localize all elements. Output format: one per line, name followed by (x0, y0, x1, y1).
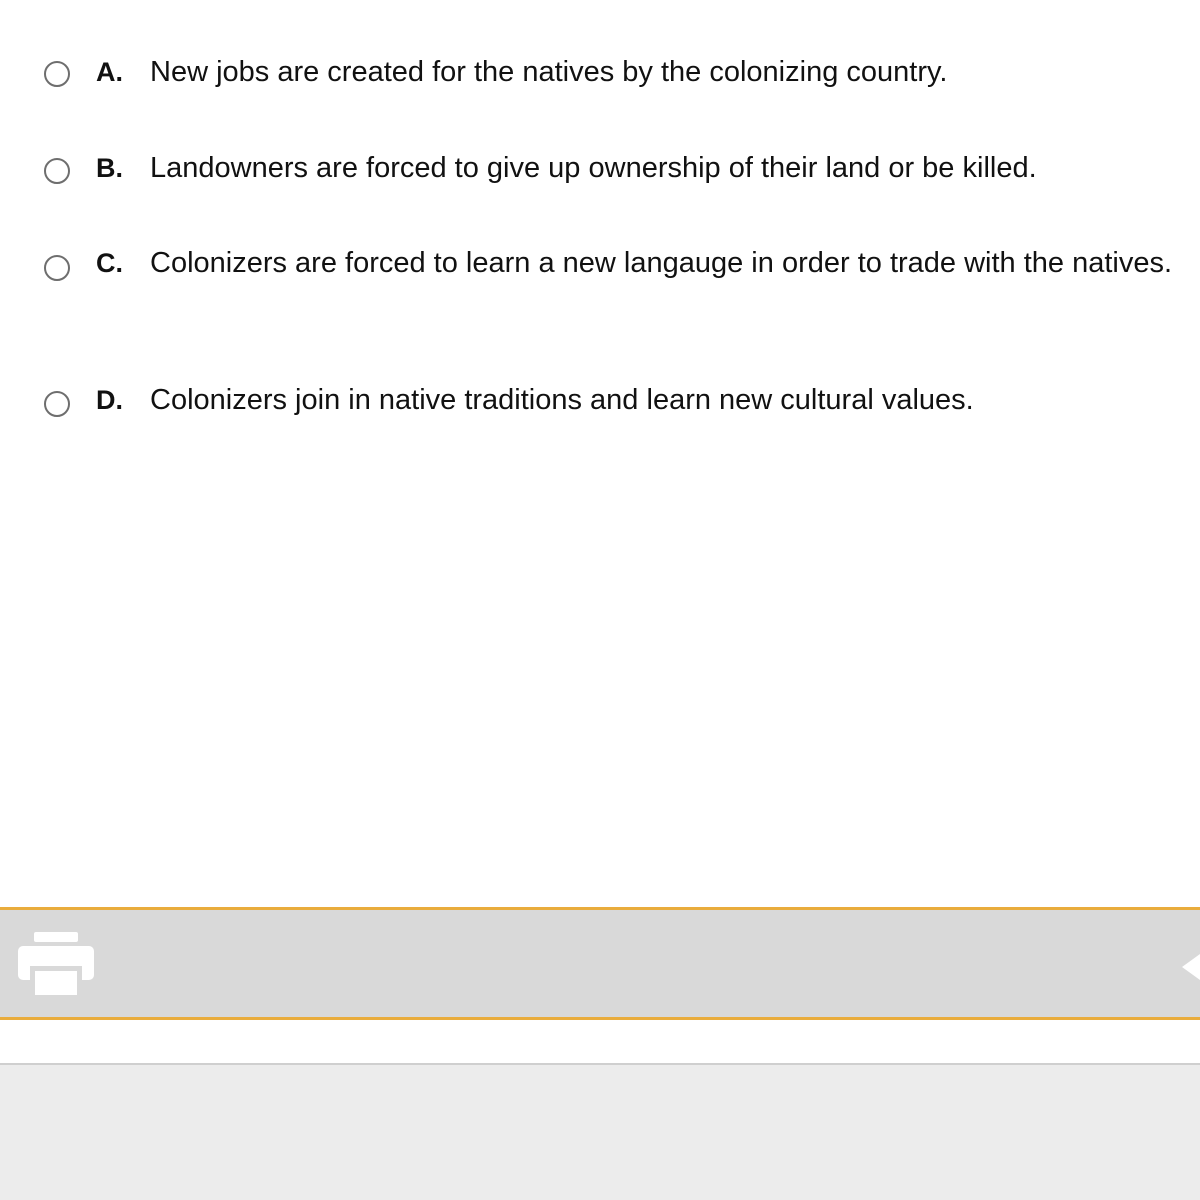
option-text-a: New jobs are created for the natives by the colonizing country. (150, 56, 948, 88)
option-text-d: Colonizers join in native traditions and learn new cultural values. (150, 384, 974, 416)
bottom-toolbar (0, 907, 1200, 1020)
print-button[interactable] (16, 930, 96, 1002)
option-letter-d: D. (96, 385, 123, 415)
option-letter-a: A. (96, 57, 123, 87)
option-letter-b: B. (96, 153, 123, 183)
option-text-b: Landowners are forced to give up ownership of their land or be killed. (150, 152, 1037, 184)
radio-button-c[interactable] (44, 255, 70, 281)
option-a[interactable] (0, 52, 1200, 96)
radio-button-a[interactable] (44, 61, 70, 87)
option-b[interactable] (0, 148, 1200, 192)
radio-button-b[interactable] (44, 158, 70, 184)
back-arrow-icon (1178, 950, 1200, 984)
footer-area (0, 1065, 1200, 1200)
option-c[interactable] (0, 243, 1200, 327)
option-letter-c: C. (96, 248, 123, 278)
back-arrow-button[interactable] (1178, 950, 1200, 984)
divider-strip (0, 1020, 1200, 1065)
print-icon (16, 930, 96, 1002)
radio-button-d[interactable] (44, 391, 70, 417)
option-d[interactable] (0, 380, 1200, 424)
option-text-c: Colonizers are forced to learn a new langauge in order to trade with the natives. (150, 247, 1173, 279)
